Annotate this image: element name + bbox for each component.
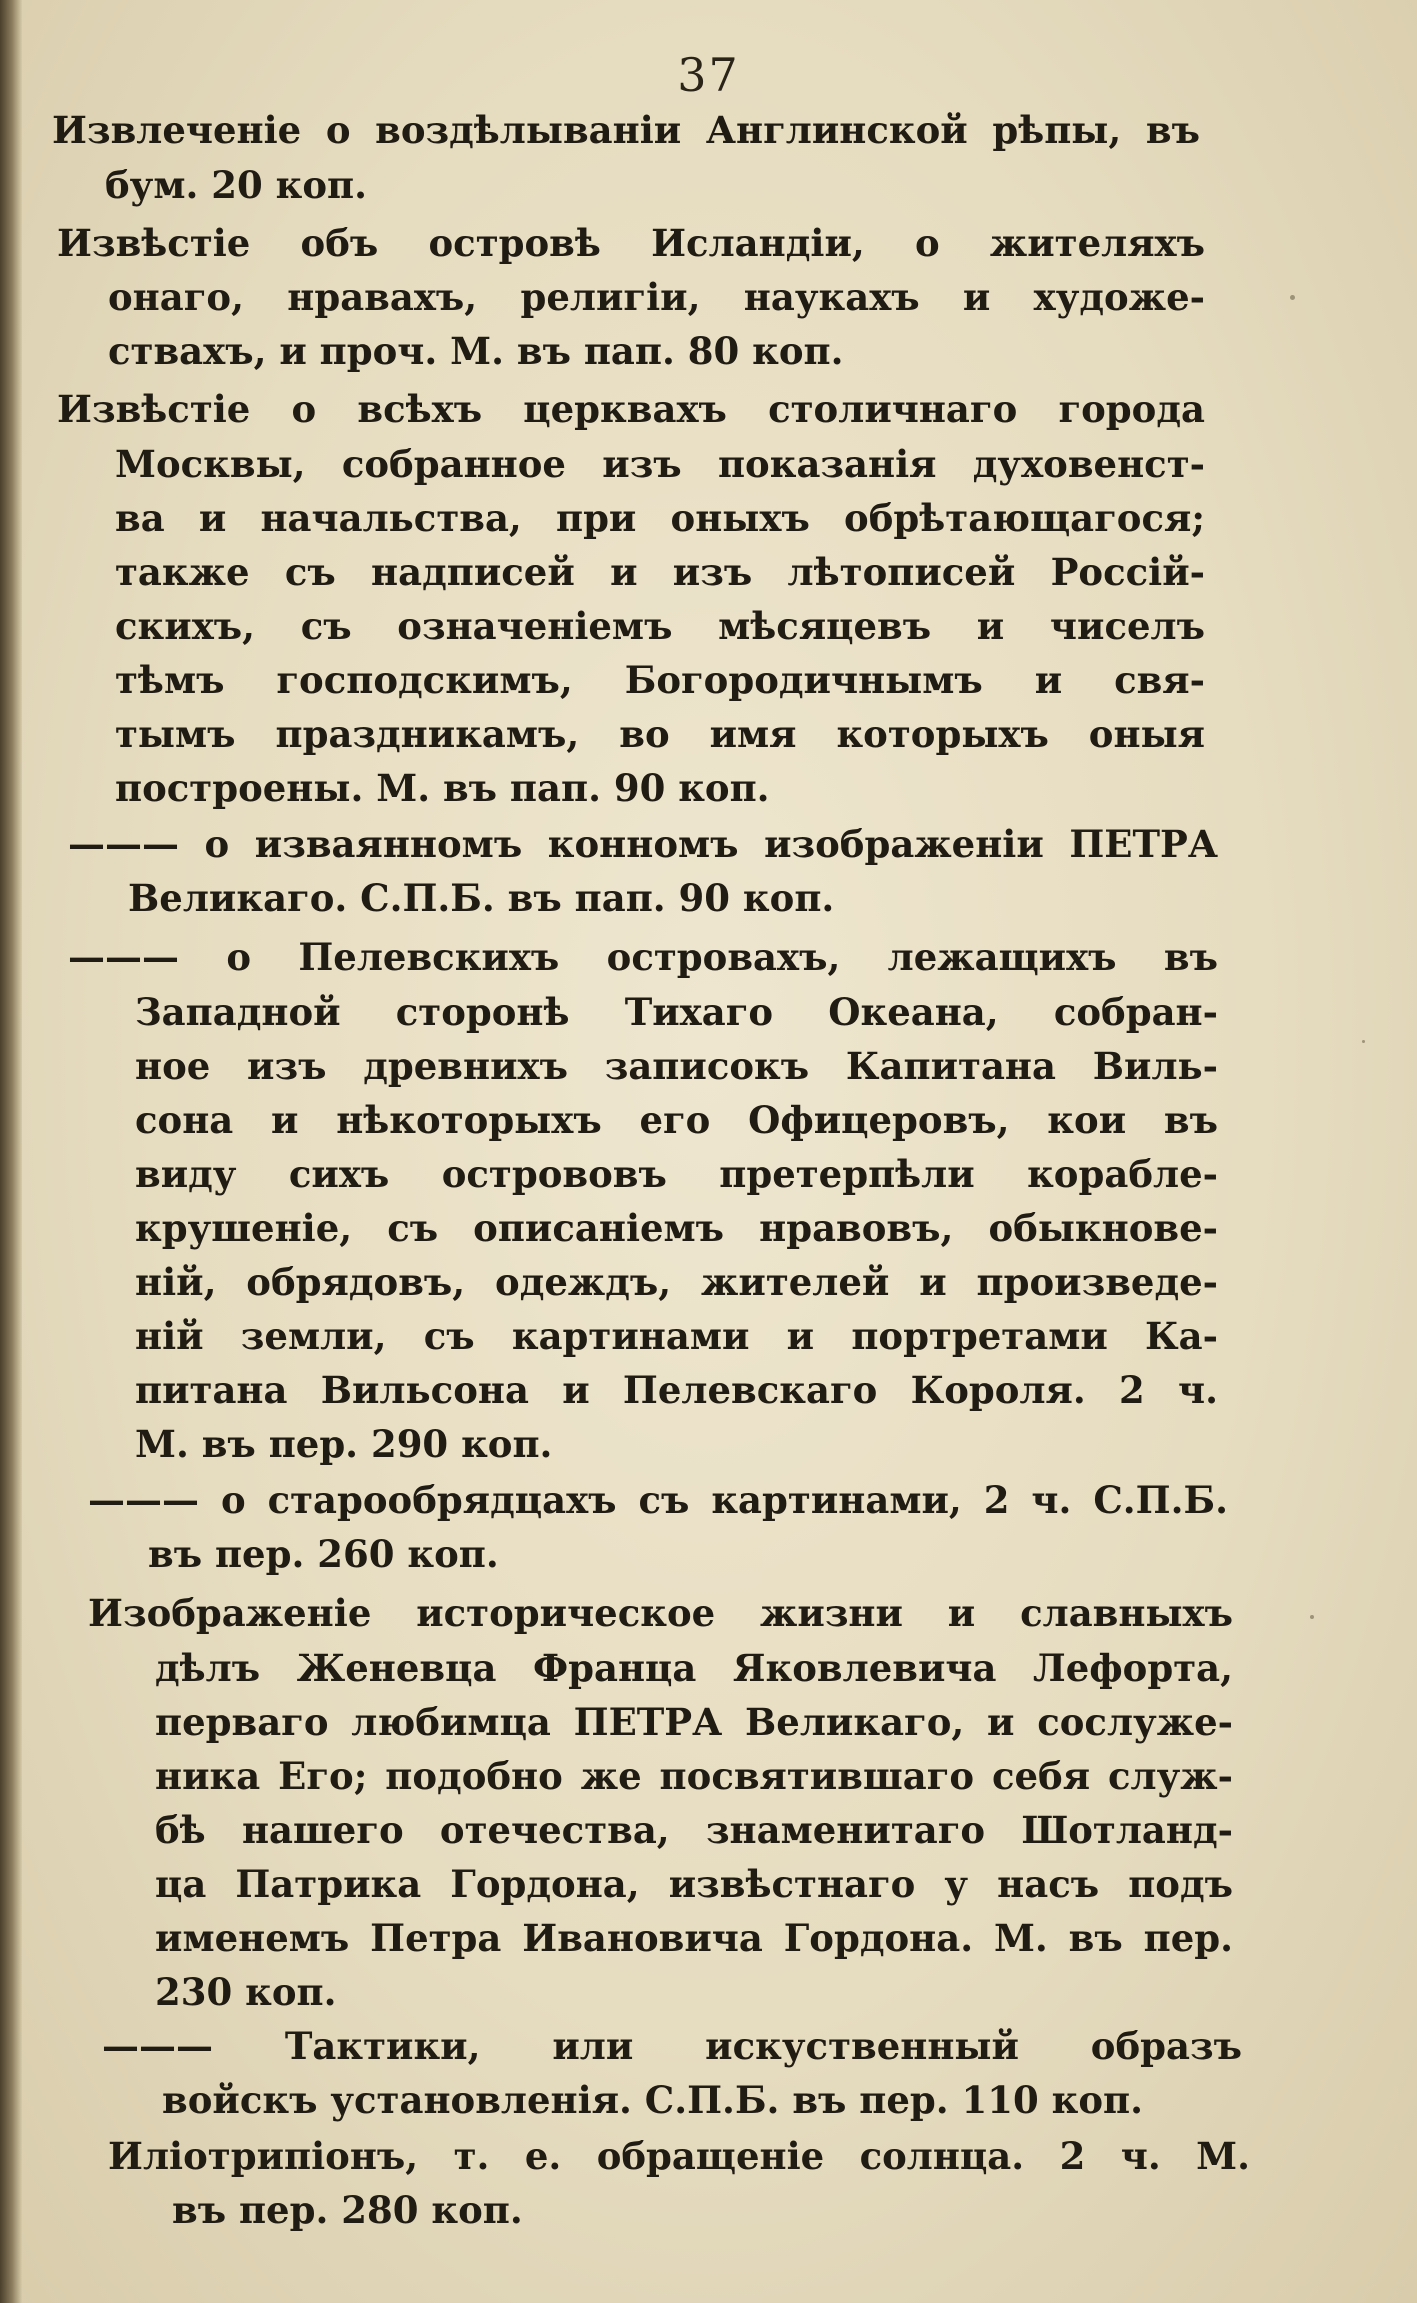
- text-line: именемъ Петра Ивановича Гордона. М. въ пер.: [155, 1916, 1233, 1960]
- text-line: также съ надписей и изъ лѣтописей Россій-: [115, 550, 1205, 594]
- page-number: 37: [677, 48, 740, 102]
- text-line: Изображеніе историческое жизни и славныхъ: [88, 1591, 1233, 1635]
- text-line: въ пер. 280 коп.: [172, 2188, 523, 2232]
- paper-speck: [1290, 295, 1295, 300]
- text-line: ——— о старообрядцахъ съ картинами, 2 ч. С.П.Б.: [88, 1478, 1228, 1522]
- text-line: ній, обрядовъ, одеждъ, жителей и произведе-: [135, 1260, 1218, 1304]
- text-line: въ пер. 260 коп.: [148, 1532, 499, 1576]
- text-line: виду сихъ острововъ претерпѣли корабле-: [135, 1152, 1218, 1196]
- text-line: дѣлъ Женевца Франца Яковлевича Лефорта,: [155, 1646, 1233, 1690]
- text-line: ва и начальства, при оныхъ обрѣтающагося;: [115, 496, 1205, 540]
- text-line: крушеніе, съ описаніемъ нравовъ, обыкнове-: [135, 1206, 1218, 1250]
- text-line: Москвы, собранное изъ показанія духовенст-: [115, 442, 1205, 486]
- text-line: построены. М. въ пап. 90 коп.: [115, 766, 770, 810]
- text-line: бум. 20 коп.: [105, 163, 367, 207]
- text-line: Великаго. С.П.Б. въ пап. 90 коп.: [128, 876, 835, 920]
- text-line: ника Его; подобно же посвятившаго себя служ-: [155, 1754, 1233, 1798]
- text-line: перваго любимца ПЕТРА Великаго, и сослуже-: [155, 1700, 1233, 1744]
- text-line: сона и нѣкоторыхъ его Офицеровъ, кои въ: [135, 1098, 1218, 1142]
- text-line: тѣмъ господскимъ, Богородичнымъ и свя-: [115, 658, 1205, 702]
- text-line: Извѣстіе объ островѣ Исландіи, о жителяхъ: [57, 221, 1205, 265]
- text-line: онаго, нравахъ, религіи, наукахъ и художе-: [108, 275, 1205, 319]
- text-line: ное изъ древнихъ записокъ Капитана Виль-: [135, 1044, 1218, 1088]
- paper-speck: [1362, 1040, 1365, 1043]
- text-line: Иліотрипіонъ, т. е. обращеніе солнца. 2 ч. М.: [108, 2134, 1250, 2178]
- text-line: тымъ праздникамъ, во имя которыхъ оныя: [115, 712, 1205, 756]
- text-line: М. въ пер. 290 коп.: [135, 1422, 553, 1466]
- text-line: ——— о изваянномъ конномъ изображеніи ПЕТРА: [68, 822, 1218, 866]
- text-line: ца Патрика Гордона, извѣстнаго у насъ подъ: [155, 1862, 1233, 1906]
- text-line: войскъ установленія. С.П.Б. въ пер. 110 коп.: [162, 2078, 1144, 2122]
- text-line: Извлеченіе о воздѣлываніи Англинской рѣпы, въ: [52, 108, 1200, 152]
- text-line: ——— Тактики, или искуственный образъ: [102, 2024, 1242, 2068]
- paper-speck: [1310, 1615, 1314, 1619]
- text-line: бѣ нашего отечества, знаменитаго Шотланд-: [155, 1808, 1233, 1852]
- text-line: 230 коп.: [155, 1970, 337, 2014]
- text-line: ——— о Пелевскихъ островахъ, лежащихъ въ: [68, 935, 1218, 979]
- text-line: ній земли, съ картинами и портретами Ка-: [135, 1314, 1218, 1358]
- text-line: Западной сторонѣ Тихаго Океана, собран-: [135, 990, 1218, 1034]
- text-line: скихъ, съ означеніемъ мѣсяцевъ и чиселъ: [115, 604, 1205, 648]
- text-line: питана Вильсона и Пелевскаго Короля. 2 ч.: [135, 1368, 1218, 1412]
- text-line: Извѣстіе о всѣхъ церквахъ столичнаго города: [57, 387, 1205, 431]
- text-line: ствахъ, и проч. М. въ пап. 80 коп.: [108, 329, 844, 373]
